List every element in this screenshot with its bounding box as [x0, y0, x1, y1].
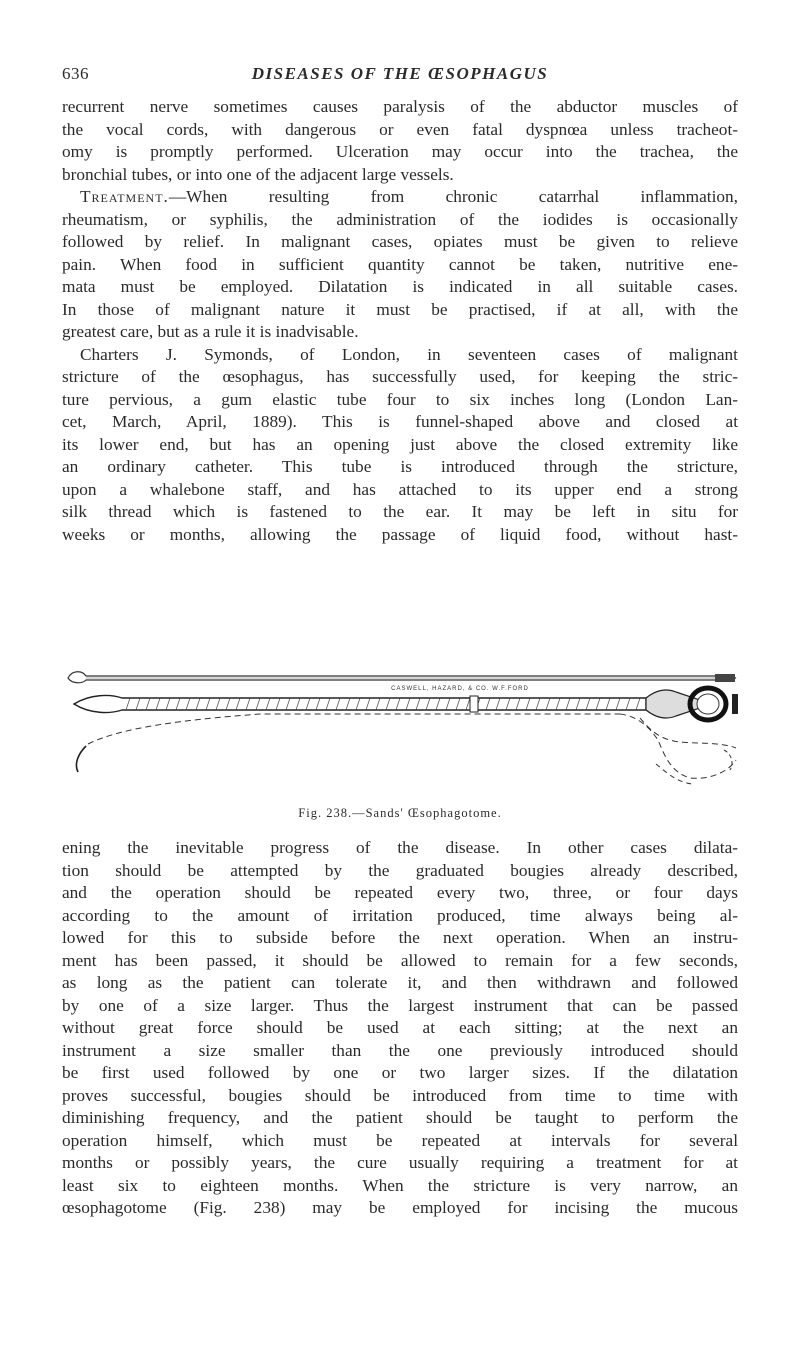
text-line: ment has been passed, it should be allowed to remain for a few seconds, — [62, 950, 738, 970]
text-line: be first used followed by one or two larger sizes. If the dilatation — [62, 1063, 738, 1082]
figure-caption: Fig. 238.—Sands' Œsophagotome. — [298, 806, 502, 820]
text-line: least six to eighteen months. When the stricture is very narrow, an — [62, 1175, 738, 1195]
text-line: diminishing frequency, and the patient should be taught to perform the — [62, 1108, 738, 1127]
page-number: 636 — [62, 64, 89, 83]
text-line: pain. When food in sufficient quantity cannot be taken, nutritive ene- — [62, 254, 738, 274]
text-line: ening the inevitable progress of the disease. In other cases dilata- — [62, 838, 738, 857]
treatment-heading: Treatment. — [80, 187, 169, 206]
text-line: according to the amount of irritation produced, time always being al- — [62, 905, 738, 925]
text-line: followed by relief. In malignant cases, opiates must be given to relieve — [62, 232, 738, 251]
text-line: cet, March, April, 1889). This is funnel-shaped above and closed at — [62, 412, 738, 431]
bottom-paragraphs — [62, 837, 738, 1220]
text-line: silk thread which is fastened to the ear. It may be left in situ for — [62, 502, 738, 521]
top-paragraphs — [62, 96, 738, 546]
text-line: weeks or months, allowing the passage of liquid food, without hast- — [62, 524, 738, 544]
text-line: operation himself, which must be repeated at intervals for several — [62, 1130, 738, 1150]
text-line: mata must be employed. Dilatation is indicated in all suitable cases. — [62, 277, 738, 296]
oesophagotome-figure — [60, 668, 740, 800]
text-line: upon a whalebone staff, and has attached to its upper end a strong — [62, 479, 738, 499]
text-line: œsophagotome (Fig. 238) may be employed for incising the mucous — [62, 1198, 738, 1217]
text-line: tion should be attempted by the graduated bougies already described, — [62, 860, 738, 880]
text-line: instrument a size smaller than the one previously introduced should — [62, 1040, 738, 1060]
text-line: greatest care, but as a rule it is inadvisable. — [62, 322, 359, 341]
text-line: recurrent nerve sometimes causes paralysis of the abductor muscles of — [62, 97, 738, 116]
text-line: without great force should be used at each sitting; at the next an — [62, 1018, 738, 1037]
text-line: stricture of the œsophagus, has successfully used, for keeping the stric- — [62, 367, 738, 386]
page-header — [62, 64, 738, 88]
treatment-line — [62, 186, 738, 209]
running-head: DISEASES OF THE ŒSOPHAGUS — [251, 64, 549, 83]
text-line: and the operation should be repeated every two, three, or four days — [62, 883, 738, 902]
text-line: ture pervious, a gum elastic tube four to six inches long (London Lan- — [62, 389, 738, 409]
text-line: an ordinary catheter. This tube is introduced through the stricture, — [62, 457, 738, 476]
text-line: In those of malignant nature it must be practised, if at all, with the — [62, 299, 738, 319]
text-line: as long as the patient can tolerate it, and then withdrawn and followed — [62, 973, 738, 992]
treatment-rest: —When resulting from chronic catarrhal inflammation, — [168, 187, 738, 206]
text-line: Charters J. Symonds, of London, in seventeen cases of malignant — [80, 344, 738, 364]
maker-mark: CASWELL, HAZARD, & CO. W.F.FORD — [391, 686, 529, 692]
text-line: months or possibly years, the cure usually requiring a treatment for at — [62, 1153, 738, 1172]
oesophagotome-illustration — [60, 668, 740, 800]
text-line: lowed for this to subside before the next operation. When an instru- — [62, 928, 738, 947]
text-line: omy is promptly performed. Ulceration may occur into the trachea, the — [62, 142, 738, 161]
text-line: its lower end, but has an opening just above the closed extremity like — [62, 434, 738, 454]
text-line: bronchial tubes, or into one of the adjacent large vessels. — [62, 164, 454, 184]
text-line: rheumatism, or syphilis, the administration of the iodides is occasionally — [62, 209, 738, 229]
text-line: proves successful, bougies should be introduced from time to time with — [62, 1085, 738, 1105]
text-line: the vocal cords, with dangerous or even fatal dyspnœa unless tracheot- — [62, 119, 738, 139]
text-line: by one of a size larger. Thus the largest instrument that can be passed — [62, 995, 738, 1015]
